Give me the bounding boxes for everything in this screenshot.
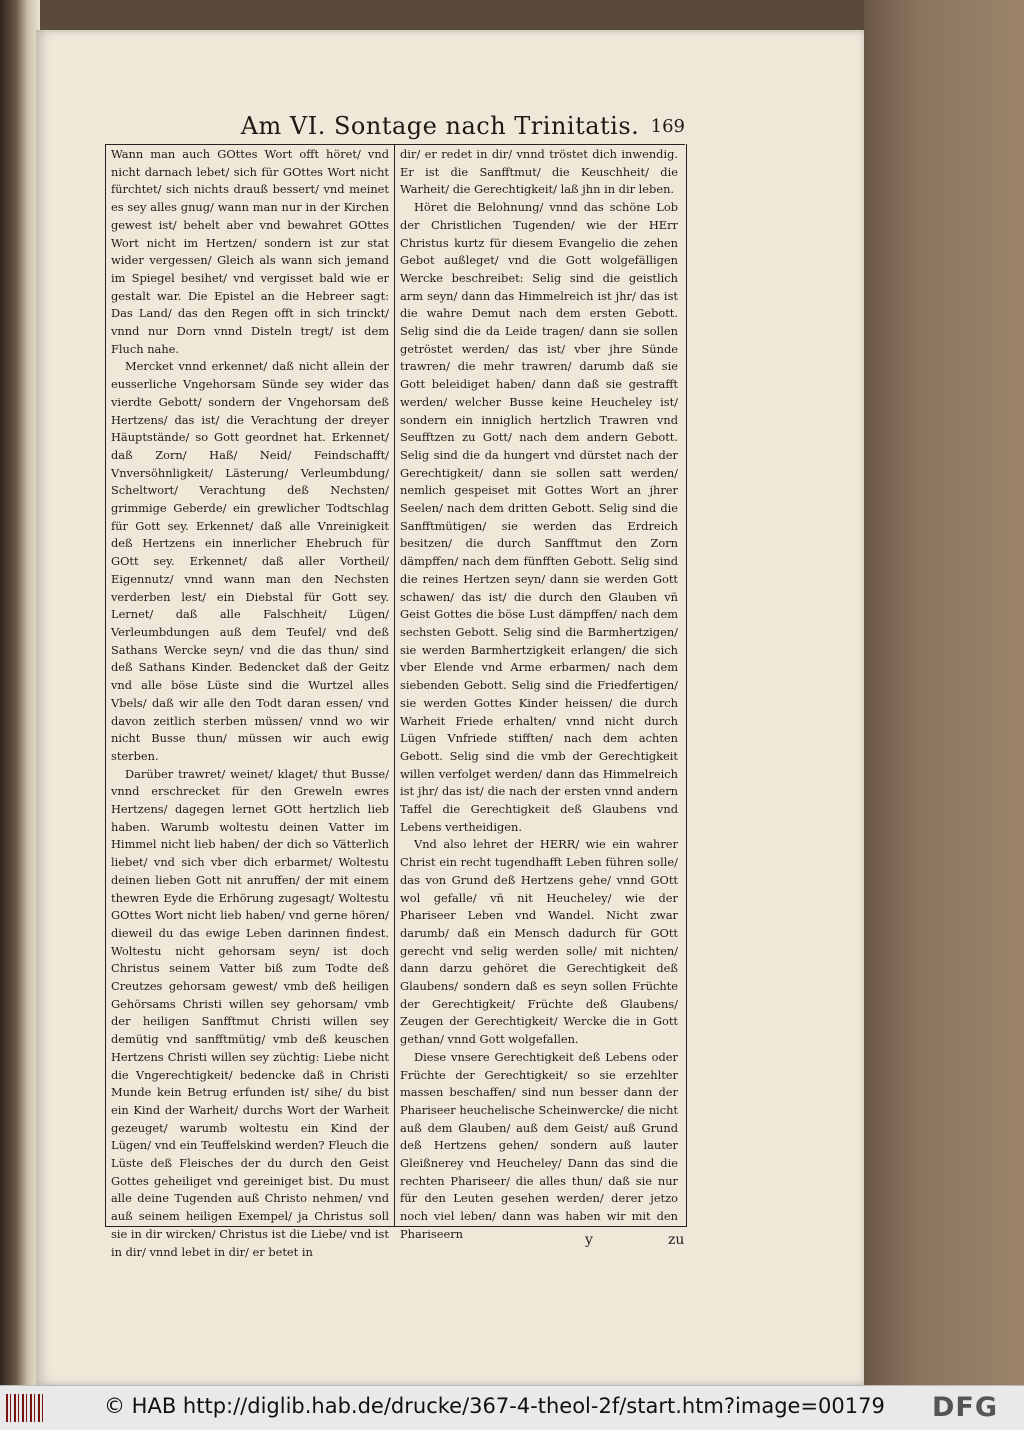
column-divider xyxy=(394,144,395,1226)
running-title: Am VI. Sontage nach Trinitatis. xyxy=(240,112,640,140)
barcode-icon xyxy=(6,1394,46,1422)
book-edge xyxy=(0,0,40,1385)
signature-mark: y xyxy=(585,1232,593,1248)
paragraph: Diese vnsere Gerechtigkeit deß Lebens oder Früchte der Gerechtigkeit/ so sie erzehlter massen beschaffen/ sind nun besser dann der Pharisеer heuchelische Scheinwercke/ die nicht auß dem Glauben/ auß dem Geist/ auß Grund deß Hertzens gehen/ sondern auß lauter Gleißnerey vnd Heucheley/ Dann das sind die rechten Pharisеer/ die alles thun/ daß sie nur für den Leuten gesehen werden/ derer jetzo noch viel leben/ dann was haben wir mit den Pharisеern xyxy=(400,1049,678,1241)
paragraph: Darüber trawret/ weinet/ klaget/ thut Busse/ vnnd erschrecket für den Greweln ewres Hertzens/ dagegen lernet GOtt hertzlich lieb haben. Warumb woltestu deinen Vatter im Himmel nicht lieb haben/ der dich so Vätterlich liebet/ vnd sich vber dich erbarmet/ Woltestu deinen lieben Gott nit anruffen/ der mit einem thewren Eyde die Erhörung zugesagt/ Woltestu GOttes Wort nicht lieb haben/ vnd gerne hören/ dieweil du das ewige Leben darinnen findest. Woltestu nicht gehorsam seyn/ ist doch Christus seinem Vatter biß zum Todte deß Creutzes gehorsam gewest/ vmb deß heiligen Gehörsams Christi willen sey gehorsam/ vmb der heiligen Sanfftmut Christi willen sey demütig vnd sanfftmütig/ vmb deß keuschen Hertzens Christi willen sey züchtig: Liebe nicht die Vngerechtigkeit/ bedencke daß in Christi Munde kein Betrug erfunden ist/ sihe/ du bist ein Kind der Warheit/ durchs Wort der Warheit gezeuget/ warumb woltestu ein Kind der Lügen/ vnd ein Teuffelskind werden? Fleuch die Lüste deß Fleisches der du durch den Geist Gottes geheiliget vnd gereiniget bist. Du must alle deine Tugenden auß Christo nehmen/ vnd auß seinem heiligen Exempel/ ja Christus soll sie in dir wircken/ Christus ist die Liebe/ vnd ist in dir/ vnnd lebet in dir/ er betet in xyxy=(111,766,389,1259)
paragraph: Wann man auch GOttes Wort offt höret/ vnd nicht darnach lebet/ sich für GOttes Wort nicht fürchtet/ sich nichts drauß bessert/ vnd meinet es sey alles gnug/ wann man nur in der Kirchen gewest ist/ behelt aber vnd bewahret GOttes Wort nicht im Hertzen/ sondern ist zur stat wider vergessen/ Gleich als wann sich jemand im Spiegel besihet/ vnd vergisset bald wie er gestalt war. Die Epistel an die Hebreer sagt: Das Land/ das den Regen offt in sich trinckt/ vnnd nur Dorn vnnd Disteln tregt/ ist dem Fluch nahe. xyxy=(111,147,389,356)
catchword: zu xyxy=(668,1232,685,1248)
left-column xyxy=(111,146,389,1259)
paragraph: dir/ er redet in dir/ vnnd tröstet dich inwendig. Er ist die Sanfftmut/ die Keuschheit/ die Warheit/ die Gerechtigkeit/ laß jhn in dir leben. xyxy=(400,147,678,197)
credit-bar xyxy=(0,1385,1024,1430)
page-header xyxy=(105,112,685,145)
dfg-logo: DFG xyxy=(932,1392,999,1423)
right-column xyxy=(400,146,678,1241)
paragraph: Höret die Belohnung/ vnnd das schöne Lob der Christlichen Tugenden/ wie der HErr Christus kurtz für diesem Evangelio die zehen Gebot außleget/ vnd die Gott wolgefälligen Wercke beschreibet: Selig sind die geistlich arm seyn/ dann das Himmelreich ist jhr/ das ist die wahre Demut nach dem ersten Gebott. Selig sind die da Leide tragen/ dann sie sollen getröstet werden/ das ist/ vber jhre Sünde trawren/ die mehr trawren/ darumb daß sie Gott beleidiget haben/ dann daß sie gestrafft werden/ welcher Busse keine Heucheley ist/ sondern ein inniglich hertzlich Trawren vnd Seufftzen zu Gott/ nach dem andern Gebott. Selig sind die da hungert vnd dürstet nach der Gerechtigkeit/ dann sie sollen satt werden/ nemlich gespeiset mit Gottes Wort an jhrer Seelen/ nach dem dritten Gebott. Selig sind die Sanfftmütigen/ sie werden das Erdreich besitzen/ die durch Sanfftmut den Zorn dämpffen/ nach dem fünfften Gebott. Selig sind die reines Hertzen seyn/ dann sie werden Gott schawen/ das ist/ die durch den Glauben vñ Geist Gottes die böse Lust dämpffen/ nach dem sechsten Gebott. Selig sind die Barmhertzigen/ sie werden Barmhertzigkeit erlangen/ die sich vber Elende vnd Arme erbarmen/ nach dem siebenden Gebott. Selig sind die Friedfertigen/ sie werden Gottes Kinder heissen/ die durch Warheit Friede erhalten/ vnnd nicht durch Lügen Vnfriede stifften/ nach dem achten Gebott. Selig sind die vmb der Gerechtigkeit willen verfolget werden/ dann das Himmelreich ist jhr/ das ist/ die nach der ersten vnnd andern Taffel die Gerechtigkeit deß Glaubens vnd Lebens vertheidigen. xyxy=(400,200,678,834)
paragraph: Mercket vnnd erkennet/ daß nicht allein der eusserliche Vngehorsam Sünde sey wider das vierdte Gebott/ sondern der Vngehorsam deß Hertzens/ das ist/ die Verachtung der dreyer Häuptstände/ so Gott geordnet hat. Erkennet/ daß Zorn/ Haß/ Neid/ Feindschafft/ Vnversöhnligkeit/ Lästerung/ Verleumbdung/ Scheltwort/ Verachtung deß Nechsten/ grimmige Geberde/ ein grewlicher Todtschlag für Gott sey. Erkennet/ daß alle Vnreinigkeit deß Hertzens ein innerlicher Ehebruch für GOtt sey. Erkennet/ daß aller Vortheil/ Eigennutz/ vnnd wann man den Nechsten verderben lest/ ein Diebstal für Gott sey. Lernet/ daß alle Falschheit/ Lügen/ Verleumbdungen auß dem Teufel/ vnd deß Sathans Wercke seyn/ vnd die das thun/ sind deß Sathans Kinder. Bedencket daß der Geitz vnd alle böse Lüste sind die Wurtzel alles Vbels/ daß wir alle den Todt daran essen/ vnd davon zeitlich sterben müssen/ vnnd wo wir nicht Busse thun/ müssen wir auch ewig sterben. xyxy=(111,359,389,763)
paragraph: Vnd also lehret der HERR/ wie ein wahrer Christ ein recht tugendhafft Leben führen solle/ das von Grund deß Hertzens gehe/ vnnd GOtt wol gefalle/ vñ nit Heucheley/ wie der Pharisеer Leben vnd Wandel. Nicht zwar darumb/ daß ein Mensch dadurch für GOtt gerecht vnd selig werden solle/ mit nichten/ dann darzu gehöret die Gerechtigkeit deß Glaubens/ sondern daß es seyn sollen Früchte der Gerechtigkeit/ Früchte deß Glaubens/ Zeugen der Gerechtigkeit/ Wercke die in Gott gethan/ vnnd Gott wolgefallen. xyxy=(400,837,678,1047)
page-number: 169 xyxy=(650,116,685,137)
background-right xyxy=(864,0,1024,1385)
credit-link[interactable]: © HAB http://diglib.hab.de/drucke/367-4-theol-2f/start.htm?image=00179 xyxy=(104,1394,885,1418)
